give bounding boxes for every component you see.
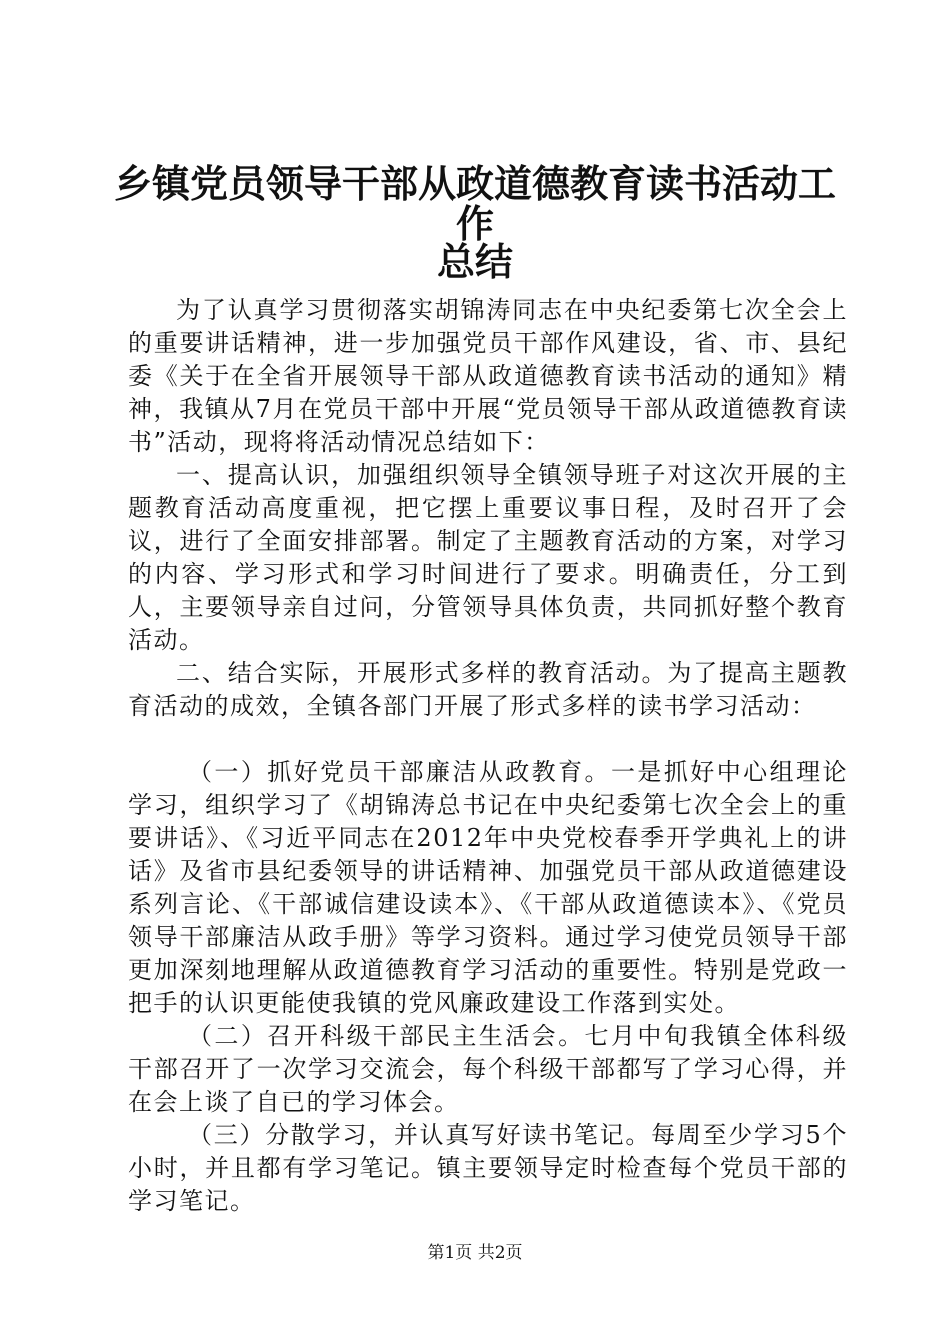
page-footer: 第1页 共2页 xyxy=(427,1243,523,1263)
document-title-line-2: 总结 xyxy=(436,240,513,284)
paragraph-spacer xyxy=(128,723,848,756)
document-title-line-1: 乡镇党员领导干部从政道德教育读书活动工作 xyxy=(113,162,836,246)
paragraph-subsection-3: （三）分散学习，并认真写好读书笔记。每周至少学习5个小时，并且都有学习笔记。镇主要领导定时检查每个党员干部的学习笔记。 xyxy=(128,1121,848,1215)
paragraph-section-2: 二、结合实际，开展形式多样的教育活动。为了提高主题教育活动的成效，全镇各部门开展了形式多样的读书学习活动： xyxy=(128,659,848,720)
paragraph-subsection-1: （一）抓好党员干部廉洁从政教育。一是抓好中心组理论学习，组织学习了《胡锦涛总书记在中央纪委第七次全会上的重要讲话》、《习近平同志在2012年中央党校春季开学典礼上的讲话》及省市县纪委领导的讲话精神、加强党员干部从政道德建设系列言论、《干部诚信建设读本》、《干部从政道德读本》、《党员领导干部廉洁从政手册》等学习资料。通过学习使党员领导干部更加深刻地理解从政道德教育学习活动的重要性。特别是党政一把手的认识更能使我镇的党风廉政建设工作落到实处。 xyxy=(128,758,848,1017)
paragraph-intro: 为了认真学习贯彻落实胡锦涛同志在中央纪委第七次全会上的重要讲话精神，进一步加强党员干部作风建设，省、市、县纪委《关于在全省开展领导干部从政道德教育读书活动的通知》精神，我镇从7月在党员干部中开展“党员领导干部从政道德教育读书”活动，现将将活动情况总结如下： xyxy=(128,296,848,456)
paragraph-section-1: 一、提高认识，加强组织领导全镇领导班子对这次开展的主题教育活动高度重视，把它摆上重要议事日程，及时召开了会议，进行了全面安排部署。制定了主题教育活动的方案，对学习的内容、学习形式和学习时间进行了要求。明确责任，分工到人，主要领导亲自过问，分管领导具体负责，共同抓好整个教育活动。 xyxy=(128,461,848,654)
paragraph-subsection-2: （二）召开科级干部民主生活会。七月中旬我镇全体科级干部召开了一次学习交流会，每个科级干部都写了学习心得，并在会上谈了自已的学习体会。 xyxy=(128,1022,848,1116)
document-body xyxy=(128,294,848,1218)
